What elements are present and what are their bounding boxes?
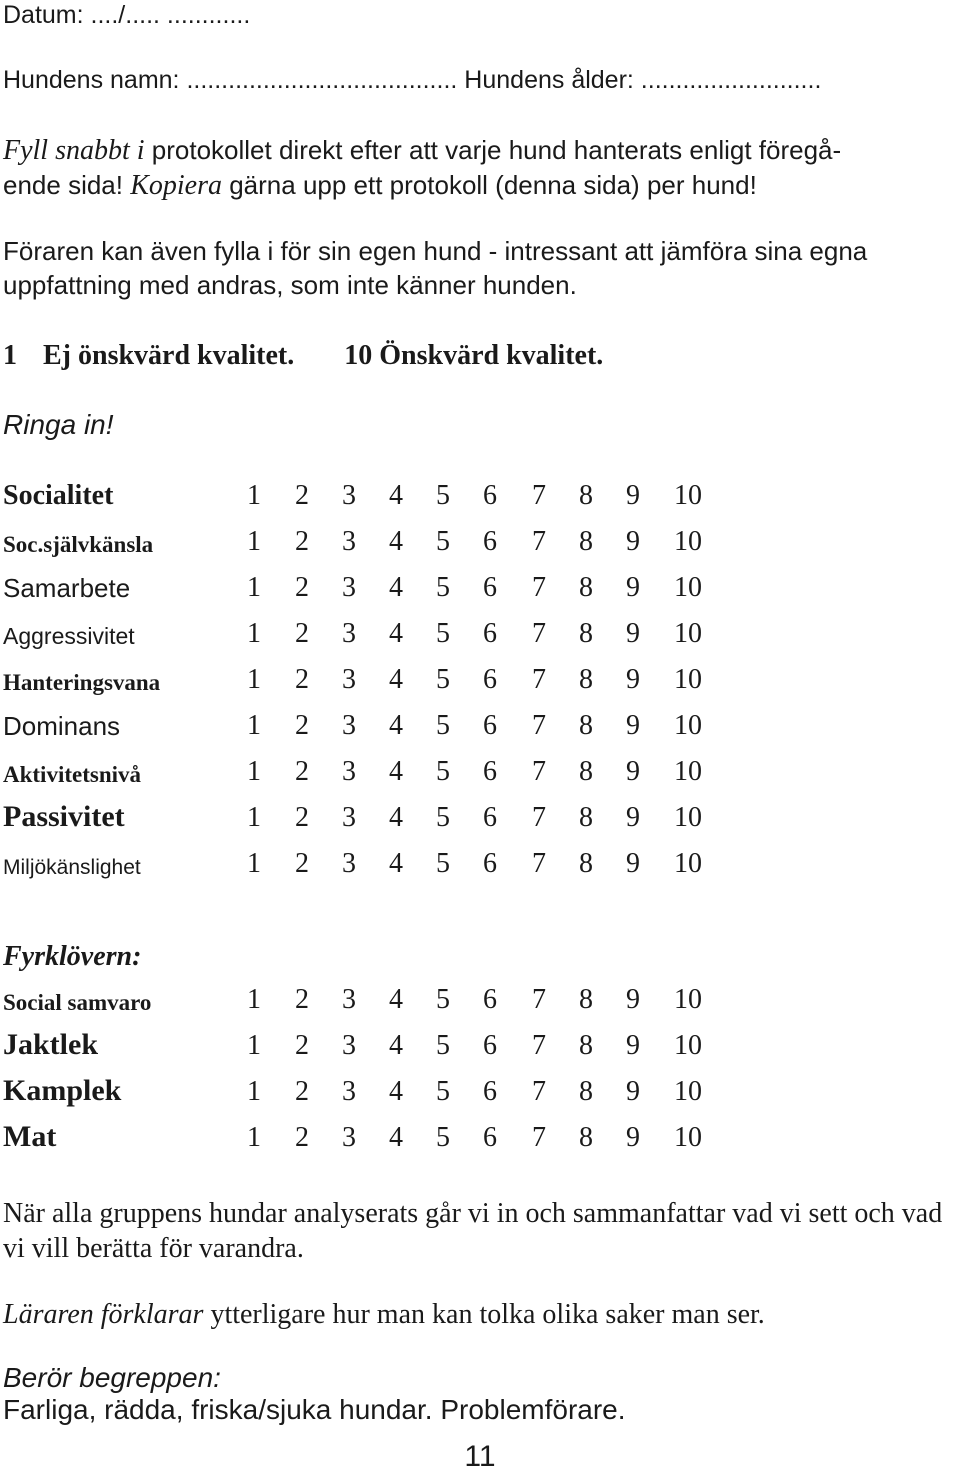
rating-option[interactable]: 8 <box>579 664 593 695</box>
circle-instruction: Ringa in! <box>3 409 114 440</box>
rating-option[interactable]: 7 <box>532 1030 546 1061</box>
rating-option[interactable]: 6 <box>483 618 497 649</box>
rating-option[interactable]: 1 <box>247 1122 261 1153</box>
rating-option[interactable]: 6 <box>483 526 497 557</box>
rating-option[interactable]: 2 <box>295 1122 309 1153</box>
rating-option[interactable]: 5 <box>436 802 450 833</box>
rating-option[interactable]: 4 <box>389 480 403 511</box>
trait-row-label: Aktivitetsnivå <box>3 762 141 787</box>
scale-high-number: 10 <box>344 340 373 371</box>
rating-option[interactable]: 2 <box>295 848 309 879</box>
trait-row-label: Miljökänslighet <box>3 856 141 879</box>
fyrklovern-row-label: Jaktlek <box>3 1028 99 1061</box>
rating-option[interactable]: 9 <box>626 572 640 603</box>
rating-option[interactable]: 6 <box>483 984 497 1015</box>
rating-option[interactable]: 3 <box>342 572 356 603</box>
rating-option[interactable]: 7 <box>532 1122 546 1153</box>
rating-option[interactable]: 9 <box>626 756 640 787</box>
rating-option[interactable]: 7 <box>532 526 546 557</box>
rating-option[interactable]: 1 <box>247 664 261 695</box>
instruction-text: protokollet direkt efter att varje hund hanterats enligt föregå- <box>144 135 842 165</box>
rating-option[interactable]: 6 <box>483 710 497 741</box>
rating-option[interactable]: 8 <box>579 1030 593 1061</box>
rating-option[interactable]: 10 <box>674 1076 702 1107</box>
rating-option[interactable]: 3 <box>342 1030 356 1061</box>
rating-option[interactable]: 3 <box>342 756 356 787</box>
teacher-emphasis: Läraren förklarar <box>3 1299 204 1330</box>
trait-row <box>3 476 723 516</box>
rating-option[interactable]: 7 <box>532 984 546 1015</box>
fyrklovern-row <box>3 1026 723 1066</box>
rating-option[interactable]: 1 <box>247 1076 261 1107</box>
date-field[interactable]: Datum: ..../..... ............ <box>3 1 251 29</box>
rating-option[interactable]: 5 <box>436 480 450 511</box>
rating-option[interactable]: 8 <box>579 480 593 511</box>
fyrklovern-row-label: Mat <box>3 1120 57 1153</box>
rating-option[interactable]: 7 <box>532 572 546 603</box>
dog-age-field[interactable]: Hundens ålder: .......................... <box>464 66 822 94</box>
rating-option[interactable]: 4 <box>389 710 403 741</box>
rating-option[interactable]: 1 <box>247 572 261 603</box>
rating-option[interactable]: 2 <box>295 710 309 741</box>
rating-option[interactable]: 9 <box>626 664 640 695</box>
teacher-paragraph <box>3 1298 765 1332</box>
rating-option[interactable]: 5 <box>436 710 450 741</box>
rating-option[interactable]: 5 <box>436 756 450 787</box>
rating-option[interactable]: 3 <box>342 710 356 741</box>
rating-option[interactable]: 7 <box>532 618 546 649</box>
rating-option[interactable]: 3 <box>342 984 356 1015</box>
instruction-text: uppfattning med andras, som inte känner hunden. <box>3 270 577 300</box>
rating-option[interactable]: 2 <box>295 984 309 1015</box>
rating-option[interactable]: 2 <box>295 618 309 649</box>
rating-option[interactable]: 2 <box>295 802 309 833</box>
rating-option[interactable]: 8 <box>579 710 593 741</box>
rating-option[interactable]: 1 <box>247 526 261 557</box>
rating-option[interactable]: 7 <box>532 664 546 695</box>
rating-option[interactable]: 9 <box>626 1076 640 1107</box>
rating-option[interactable]: 6 <box>483 848 497 879</box>
teacher-text: ytterligare hur man kan tolka olika saker man ser. <box>203 1299 765 1330</box>
instruction-text: ende sida! <box>3 170 131 200</box>
rating-option[interactable]: 3 <box>342 1076 356 1107</box>
rating-option[interactable]: 2 <box>295 664 309 695</box>
rating-option[interactable]: 8 <box>579 984 593 1015</box>
rating-option[interactable]: 10 <box>674 1030 702 1061</box>
rating-option[interactable]: 4 <box>389 664 403 695</box>
rating-option[interactable]: 8 <box>579 572 593 603</box>
rating-option[interactable]: 8 <box>579 802 593 833</box>
trait-row-label: Socialitet <box>3 480 114 511</box>
rating-option[interactable]: 10 <box>674 526 702 557</box>
rating-option[interactable]: 1 <box>247 802 261 833</box>
trait-row-label: Dominans <box>3 711 121 741</box>
rating-option[interactable]: 6 <box>483 572 497 603</box>
rating-option[interactable]: 8 <box>579 618 593 649</box>
rating-option[interactable]: 10 <box>674 756 702 787</box>
trait-row-label: Hanteringsvana <box>3 670 161 695</box>
rating-option[interactable]: 10 <box>674 480 702 511</box>
rating-option[interactable]: 1 <box>247 1030 261 1061</box>
rating-option[interactable]: 9 <box>626 984 640 1015</box>
fyrklovern-row <box>3 1118 723 1158</box>
rating-option[interactable]: 4 <box>389 1076 403 1107</box>
scale-high-label: Önskvärd kvalitet. <box>379 340 604 371</box>
rating-option[interactable]: 10 <box>674 664 702 695</box>
rating-option[interactable]: 3 <box>342 480 356 511</box>
rating-option[interactable]: 2 <box>295 756 309 787</box>
scale-legend <box>3 334 603 378</box>
page-number: 11 <box>464 1440 496 1473</box>
instruction-emphasis-fill: Fyll snabbt i <box>3 135 145 166</box>
rating-option[interactable]: 6 <box>483 756 497 787</box>
rating-option[interactable]: 8 <box>579 756 593 787</box>
rating-option[interactable]: 1 <box>247 984 261 1015</box>
fyrklovern-row-label: Kamplek <box>3 1074 122 1107</box>
rating-option[interactable]: 2 <box>295 1030 309 1061</box>
instruction-text: Föraren kan även fylla i för sin egen hund - intressant att jämföra sina egna <box>3 236 868 266</box>
fyrklovern-row <box>3 980 723 1020</box>
rating-option[interactable]: 8 <box>579 848 593 879</box>
concepts-text: Farliga, rädda, friska/sjuka hundar. Problemförare. <box>3 1394 626 1425</box>
trait-row <box>3 522 723 562</box>
rating-option[interactable]: 9 <box>626 1122 640 1153</box>
dog-name-field[interactable]: Hundens namn: ....................................... <box>3 66 458 94</box>
scale-low-label: Ej önskvärd kvalitet. <box>43 340 295 371</box>
rating-option[interactable]: 7 <box>532 710 546 741</box>
rating-option[interactable]: 3 <box>342 618 356 649</box>
concepts-heading: Berör begreppen: <box>3 1362 221 1393</box>
rating-option[interactable]: 9 <box>626 526 640 557</box>
rating-option[interactable]: 3 <box>342 848 356 879</box>
rating-option[interactable]: 4 <box>389 618 403 649</box>
rating-option[interactable]: 1 <box>247 618 261 649</box>
rating-option[interactable]: 9 <box>626 710 640 741</box>
rating-option[interactable]: 4 <box>389 572 403 603</box>
instructions-paragraph-2 <box>3 234 867 302</box>
scale-low-number: 1 <box>3 340 17 371</box>
trait-row-label: Soc.självkänsla <box>3 532 154 557</box>
rating-option[interactable]: 10 <box>674 1122 702 1153</box>
rating-option[interactable]: 3 <box>342 526 356 557</box>
rating-option[interactable]: 6 <box>483 1076 497 1107</box>
rating-option[interactable]: 6 <box>483 480 497 511</box>
rating-option[interactable]: 2 <box>295 526 309 557</box>
rating-option[interactable]: 5 <box>436 618 450 649</box>
trait-row <box>3 706 723 746</box>
rating-option[interactable]: 10 <box>674 802 702 833</box>
rating-option[interactable]: 3 <box>342 1122 356 1153</box>
rating-option[interactable]: 9 <box>626 802 640 833</box>
fyrklovern-row-label: Social samvaro <box>3 990 152 1015</box>
rating-option[interactable]: 5 <box>436 1122 450 1153</box>
rating-option[interactable]: 1 <box>247 848 261 879</box>
rating-option[interactable]: 1 <box>247 756 261 787</box>
rating-option[interactable]: 2 <box>295 1076 309 1107</box>
dog-name-age-line <box>3 64 821 96</box>
rating-option[interactable]: 4 <box>389 802 403 833</box>
rating-option[interactable]: 9 <box>626 480 640 511</box>
rating-option[interactable]: 4 <box>389 526 403 557</box>
rating-option[interactable]: 5 <box>436 1076 450 1107</box>
rating-option[interactable]: 5 <box>436 526 450 557</box>
rating-option[interactable]: 9 <box>626 618 640 649</box>
rating-option[interactable]: 5 <box>436 664 450 695</box>
trait-row-label: Aggressivitet <box>3 623 135 649</box>
rating-option[interactable]: 8 <box>579 526 593 557</box>
rating-option[interactable]: 10 <box>674 572 702 603</box>
rating-option[interactable]: 5 <box>436 1030 450 1061</box>
rating-option[interactable]: 1 <box>247 710 261 741</box>
trait-row <box>3 752 723 792</box>
trait-row-label: Samarbete <box>3 573 131 603</box>
trait-row <box>3 660 723 700</box>
rating-option[interactable]: 7 <box>532 756 546 787</box>
rating-option[interactable]: 3 <box>342 802 356 833</box>
rating-option[interactable]: 2 <box>295 572 309 603</box>
rating-option[interactable]: 9 <box>626 1030 640 1061</box>
rating-option[interactable]: 4 <box>389 984 403 1015</box>
trait-row <box>3 568 723 608</box>
rating-option[interactable]: 10 <box>674 984 702 1015</box>
rating-option[interactable]: 8 <box>579 1076 593 1107</box>
rating-option[interactable]: 5 <box>436 984 450 1015</box>
rating-option[interactable]: 4 <box>389 1030 403 1061</box>
rating-option[interactable]: 2 <box>295 480 309 511</box>
rating-option[interactable]: 1 <box>247 480 261 511</box>
rating-option[interactable]: 4 <box>389 848 403 879</box>
rating-option[interactable]: 6 <box>483 1030 497 1061</box>
rating-option[interactable]: 6 <box>483 664 497 695</box>
trait-row <box>3 798 723 838</box>
instruction-text: gärna upp ett protokoll (denna sida) per hund! <box>222 170 757 200</box>
rating-option[interactable]: 3 <box>342 664 356 695</box>
instruction-emphasis-copy: Kopiera <box>130 170 222 201</box>
rating-option[interactable]: 8 <box>579 1122 593 1153</box>
rating-option[interactable]: 7 <box>532 802 546 833</box>
rating-option[interactable]: 5 <box>436 572 450 603</box>
rating-option[interactable]: 9 <box>626 848 640 879</box>
summary-paragraph: När alla gruppens hundar analyserats går vi in och sammanfattar vad vi sett och vad vi vill berätta för varandra. <box>3 1198 943 1264</box>
rating-option[interactable]: 7 <box>532 480 546 511</box>
fyrklovern-row <box>3 1072 723 1112</box>
rating-option[interactable]: 10 <box>674 848 702 879</box>
rating-option[interactable]: 4 <box>389 1122 403 1153</box>
trait-row <box>3 844 723 884</box>
rating-option[interactable]: 7 <box>532 1076 546 1107</box>
rating-option[interactable]: 10 <box>674 710 702 741</box>
rating-option[interactable]: 7 <box>532 848 546 879</box>
trait-row-label: Passivitet <box>3 800 125 833</box>
trait-row <box>3 614 723 654</box>
rating-option[interactable]: 6 <box>483 802 497 833</box>
rating-option[interactable]: 10 <box>674 618 702 649</box>
rating-option[interactable]: 6 <box>483 1122 497 1153</box>
concepts-block <box>3 1362 626 1426</box>
rating-option[interactable]: 4 <box>389 756 403 787</box>
fyrklovern-heading: Fyrklövern: <box>3 941 142 972</box>
rating-option[interactable]: 5 <box>436 848 450 879</box>
instructions-paragraph-1 <box>3 133 841 203</box>
